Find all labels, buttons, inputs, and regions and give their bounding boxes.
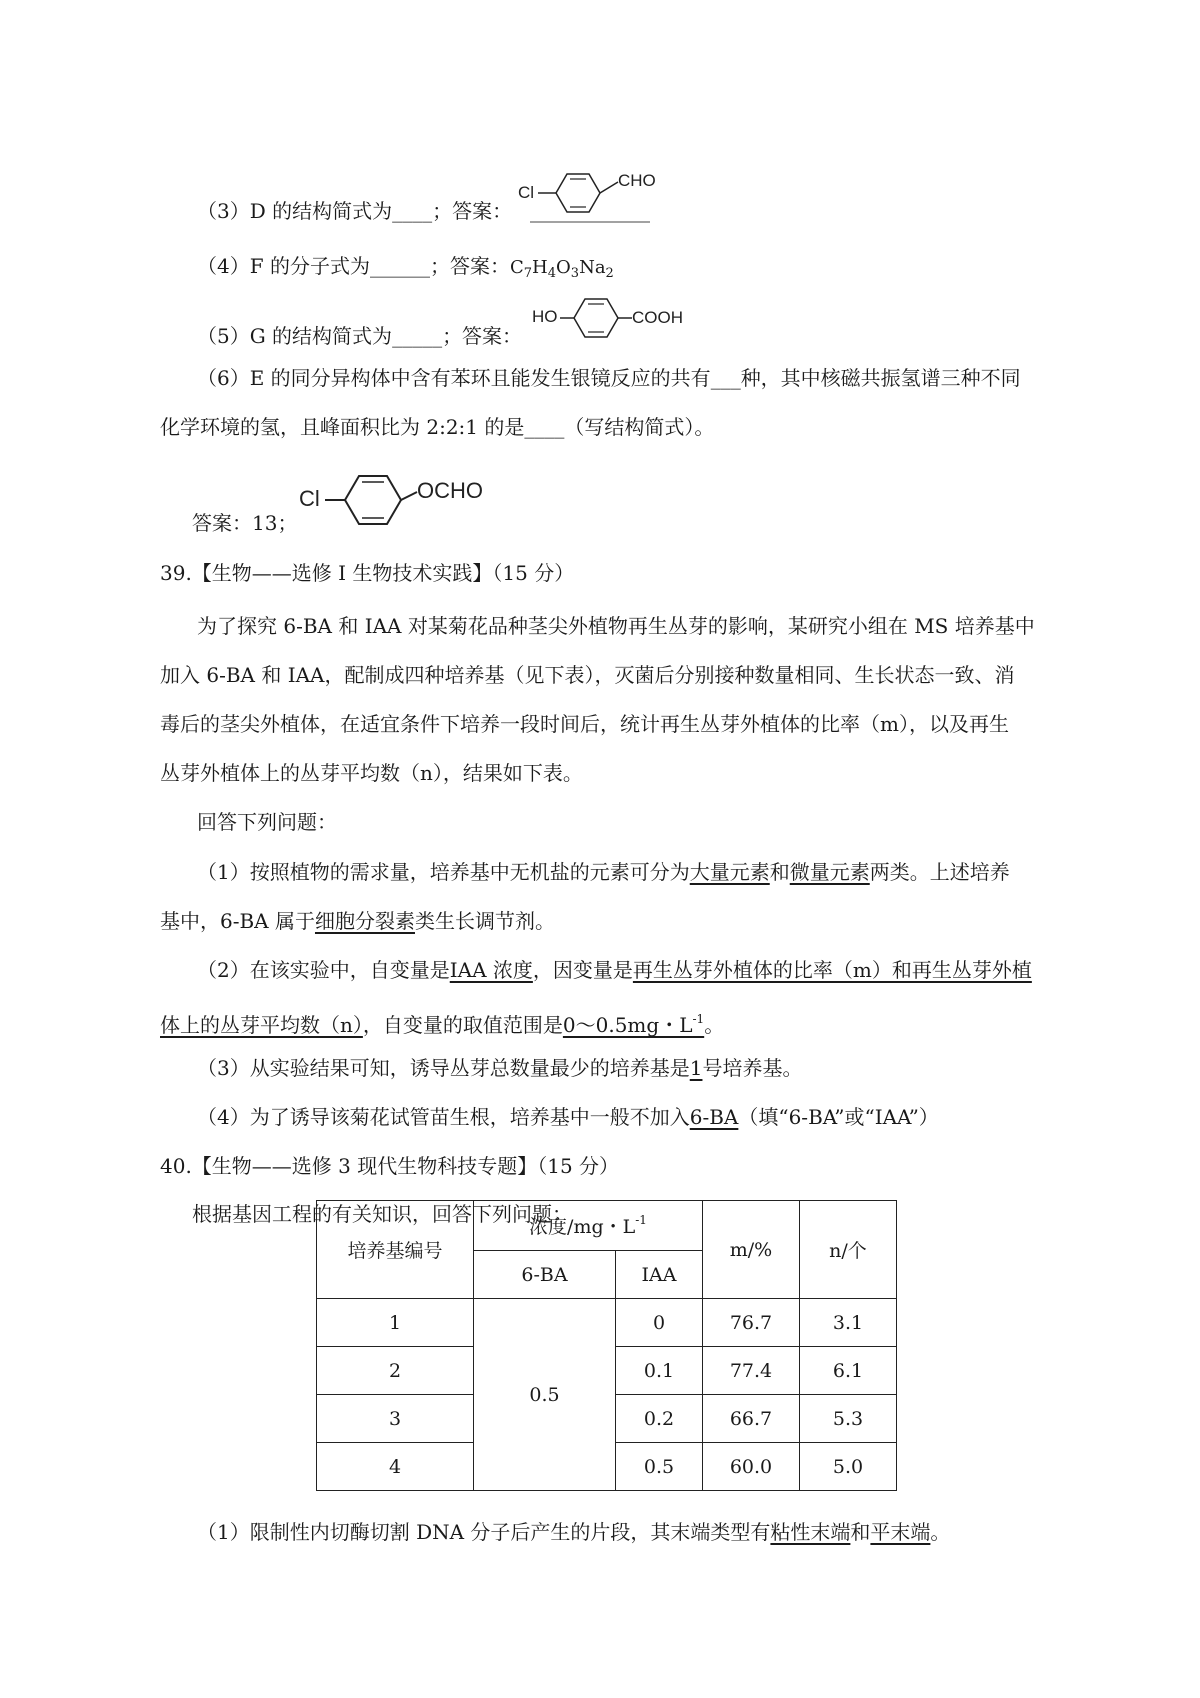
cell-m: 60.0 <box>703 1443 800 1491</box>
q4-blank: ______ <box>369 254 430 278</box>
section-40-title: 40.【生物——选修 3 现代生物科技专题】（15 分） <box>160 1154 620 1178</box>
structure-e-isomer <box>295 458 525 538</box>
answer-micro-elements: 微量元素 <box>789 860 870 884</box>
cell-m: 76.7 <box>703 1299 800 1347</box>
q4-answer-label: ；答案： <box>429 254 510 278</box>
cell-m: 77.4 <box>703 1347 800 1395</box>
s39-answer-1-line2: 基中，6-BA 属于细胞分裂素类生长调节剂。 <box>160 909 555 933</box>
s39-answer-2-line1: （2）在该实验中，自变量是IAA 浓度，因变量是再生丛芽外植体的比率（m）和再生丛芽外植 <box>197 958 1032 982</box>
answer-range: 0～0.5mg・$L^{-1}$ <box>562 1012 705 1037</box>
q5-answer-label: ；答案： <box>442 324 523 348</box>
header-concentration: 浓度/mg・$L^{-1}$ <box>474 1201 703 1251</box>
s39-answer-3: （3）从实验结果可知，诱导丛芽总数量最少的培养基是1号培养基。 <box>197 1056 803 1080</box>
cell-n: 3.1 <box>800 1299 897 1347</box>
structure-g <box>530 290 690 350</box>
answer-blunt-ends: 平末端 <box>870 1520 931 1544</box>
answer-sticky-ends: 粘性末端 <box>770 1520 851 1544</box>
q6-blank-1: ___ <box>710 366 741 390</box>
cell-n: 5.0 <box>800 1443 897 1491</box>
q6-blank-2: ____ <box>524 415 565 439</box>
question-3 <box>197 197 512 225</box>
s40-intro: 根据基因工程的有关知识，回答下列问题： <box>192 1202 572 1226</box>
answer-cytokinin: 细胞分裂素 <box>314 909 415 933</box>
cell-id: 2 <box>317 1347 474 1395</box>
g-right-group: COOH <box>632 308 683 327</box>
header-m: m/% <box>703 1201 800 1299</box>
e-right-group: OCHO <box>417 478 483 503</box>
header-n: n/个 <box>800 1201 897 1299</box>
s39-paragraph-line: 加入 6-BA 和 IAA，配制成四种培养基（见下表），灭菌后分别接种数量相同、生长状态一致、消 <box>160 663 1015 687</box>
answer-macro-elements: 大量元素 <box>689 860 770 884</box>
q4-formula: $C_7H_4O_3Na_2$ <box>509 257 614 281</box>
structure-d <box>510 160 680 226</box>
s39-paragraph-line: 毒后的茎尖外植体，在适宜条件下培养一段时间后，统计再生丛芽外植体的比率（m），以及再生 <box>160 712 1009 736</box>
cell-iaa: 0.1 <box>616 1347 703 1395</box>
header-iaa: IAA <box>616 1251 703 1299</box>
answer-independent-variable: IAA 浓度 <box>449 958 533 982</box>
cell-6ba-value: 0.5 <box>474 1299 616 1491</box>
q5-blank: _____ <box>392 324 443 348</box>
q6-text-a: （6）E 的同分异构体中含有苯环且能发生银镜反应的共有 <box>197 366 711 390</box>
q6-answer: 答案：13； <box>192 511 298 535</box>
answer-dependent-variable: 再生丛芽外植体的比率（m）和再生丛芽外植 <box>632 958 1032 982</box>
question-5 <box>197 322 522 350</box>
q6-text-c: 化学环境的氢，且峰面积比为 2:2:1 的是 <box>160 415 525 439</box>
section-39-title: 39.【生物——选修 I 生物技术实践】（15 分） <box>160 561 575 585</box>
cell-id: 4 <box>317 1443 474 1491</box>
cell-iaa: 0.5 <box>616 1443 703 1491</box>
d-right-group: CHO <box>618 171 656 190</box>
s39-answer-4: （4）为了诱导该菊花试管苗生根，培养基中一般不加入6-BA（填“6-BA”或“IAA”） <box>197 1105 939 1129</box>
q4-prefix: （4）F 的分子式为 <box>197 254 370 278</box>
s39-answer-1-line1: （1）按照植物的需求量，培养基中无机盐的元素可分为大量元素和微量元素两类。上述培养 <box>197 860 1010 884</box>
q3-blank: ____ <box>392 199 433 223</box>
header-medium-id: 培养基编号 <box>317 1201 474 1299</box>
question-6-line1 <box>197 364 1021 392</box>
q6-text-d: （写结构简式）。 <box>564 415 715 439</box>
s40-answer-1: （1）限制性内切酶切割 DNA 分子后产生的片段，其末端类型有粘性末端和平末端。 <box>197 1520 951 1544</box>
cell-id: 1 <box>317 1299 474 1347</box>
question-4 <box>197 252 614 288</box>
e-left-group: Cl <box>299 486 320 511</box>
cell-n: 5.3 <box>800 1395 897 1443</box>
cell-n: 6.1 <box>800 1347 897 1395</box>
q5-prefix: （5）G 的结构简式为 <box>197 324 393 348</box>
s39-answer-2-line2: 体上的丛芽平均数（n），自变量的取值范围是0～0.5mg・$L^{-1}$。 <box>160 1012 725 1037</box>
culture-medium-table <box>316 1200 897 1491</box>
cell-m: 66.7 <box>703 1395 800 1443</box>
header-6ba: 6-BA <box>474 1251 616 1299</box>
answer-medium-1: 1 <box>689 1056 703 1080</box>
s39-paragraph-line: 丛芽外植体上的丛芽平均数（n），结果如下表。 <box>160 761 583 785</box>
s39-prompt: 回答下列问题： <box>197 810 337 834</box>
q3-prefix: （3）D 的结构简式为 <box>197 199 393 223</box>
answer-dependent-variable-cont: 体上的丛芽平均数（n） <box>160 1013 363 1037</box>
d-left-group: Cl <box>518 183 535 202</box>
s39-paragraph-line: 为了探究 6-BA 和 IAA 对某菊花品种茎尖外植物再生丛芽的影响，某研究小组在 MS 培养基中 <box>197 614 1035 638</box>
g-left-group: HO <box>532 307 558 326</box>
q3-answer-label: ；答案： <box>432 199 513 223</box>
question-6-line2 <box>160 413 714 441</box>
cell-iaa: 0.2 <box>616 1395 703 1443</box>
cell-id: 3 <box>317 1395 474 1443</box>
q6-text-b: 种，其中核磁共振氢谱三种不同 <box>740 366 1021 390</box>
answer-6ba: 6-BA <box>689 1105 739 1129</box>
table-row <box>317 1299 897 1347</box>
cell-iaa: 0 <box>616 1299 703 1347</box>
